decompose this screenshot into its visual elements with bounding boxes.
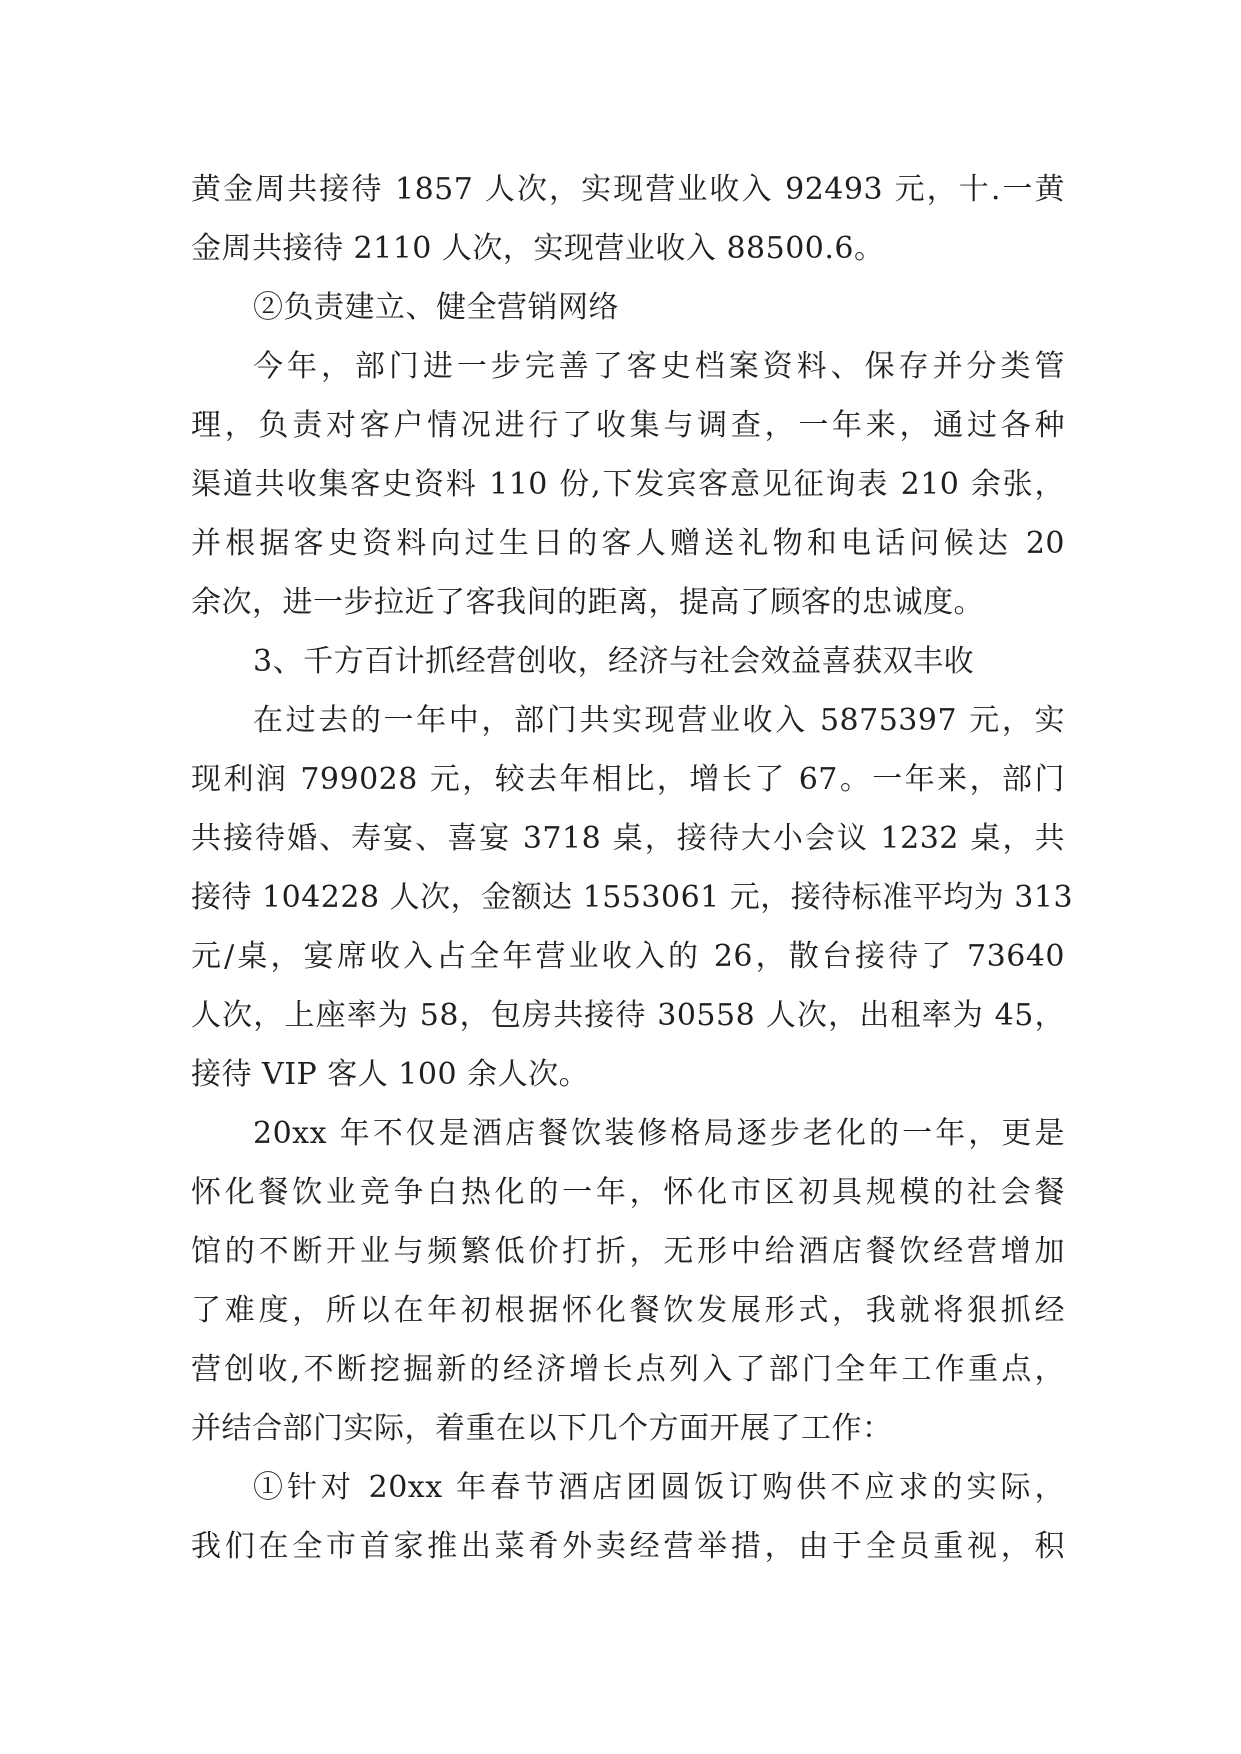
text-line: 共接待婚、寿宴、喜宴 3718 桌，接待大小会议 1232 桌，共 bbox=[191, 821, 1065, 856]
text-line: 渠道共收集客史资料 110 份,下发宾客意见征询表 210 余张， bbox=[191, 467, 1065, 502]
text-line: 3、千方百计抓经营创收，经济与社会效益喜获双丰收 bbox=[253, 644, 975, 679]
text-line: 元/桌，宴席收入占全年营业收入的 26，散台接待了 73640 bbox=[191, 939, 1065, 974]
text-line: 我们在全市首家推出菜肴外卖经营举措，由于全员重视，积 bbox=[191, 1529, 1065, 1564]
text-line: 余次，进一步拉近了客我间的距离，提高了顾客的忠诚度。 bbox=[191, 585, 984, 620]
text-line: 怀化餐饮业竞争白热化的一年，怀化市区初具规模的社会餐 bbox=[191, 1175, 1065, 1210]
text-line: 今年，部门进一步完善了客史档案资料、保存并分类管 bbox=[253, 349, 1065, 384]
text-line: 了难度，所以在年初根据怀化餐饮发展形式，我就将狠抓经 bbox=[191, 1293, 1065, 1328]
text-line: 在过去的一年中，部门共实现营业收入 5875397 元，实 bbox=[253, 703, 1065, 738]
text-line: ①针对 20xx 年春节酒店团圆饭订购供不应求的实际， bbox=[253, 1470, 1065, 1505]
text-line: 20xx 年不仅是酒店餐饮装修格局逐步老化的一年，更是 bbox=[253, 1116, 1065, 1151]
text-line: 接待 VIP 客人 100 余人次。 bbox=[191, 1057, 590, 1092]
text-line: 接待 104228 人次，金额达 1553061 元，接待标准平均为 313 bbox=[191, 880, 1074, 915]
text-line: 并结合部门实际，着重在以下几个方面开展了工作： bbox=[191, 1411, 893, 1446]
text-line: 理，负责对客户情况进行了收集与调查，一年来，通过各种 bbox=[191, 408, 1065, 443]
text-line: 并根据客史资料向过生日的客人赠送礼物和电话问候达 20 bbox=[191, 526, 1065, 561]
document-body bbox=[191, 160, 1074, 1576]
text-line: 人次，上座率为 58，包房共接待 30558 人次，出租率为 45， bbox=[191, 998, 1065, 1033]
text-line: 黄金周共接待 1857 人次，实现营业收入 92493 元，十.一黄 bbox=[191, 172, 1065, 207]
text-line: 现利润 799028 元，较去年相比，增长了 67。一年来，部门 bbox=[191, 762, 1065, 797]
text-line: ②负责建立、健全营销网络 bbox=[253, 290, 619, 325]
text-line: 馆的不断开业与频繁低价打折，无形中给酒店餐饮经营增加 bbox=[191, 1234, 1065, 1269]
text-line: 营创收,不断挖掘新的经济增长点列入了部门全年工作重点， bbox=[191, 1352, 1065, 1387]
text-line: 金周共接待 2110 人次，实现营业收入 88500.6。 bbox=[191, 231, 885, 266]
